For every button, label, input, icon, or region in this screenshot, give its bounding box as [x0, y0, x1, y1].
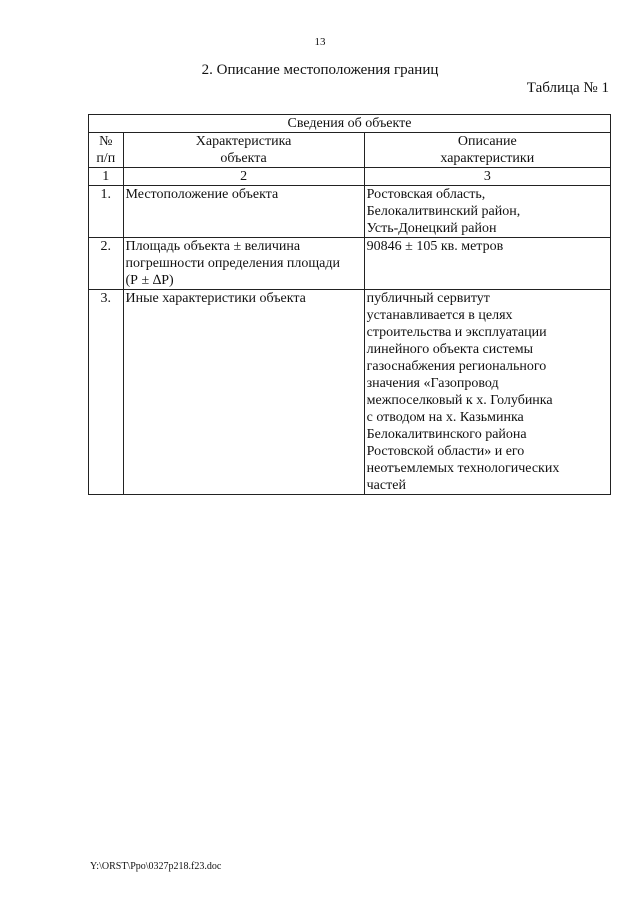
text-line: Ростовская область, [366, 187, 486, 202]
text-line: Площадь объекта ± величина [125, 239, 301, 254]
footer-file-path: Y:\ORST\Ppo\0327p218.f23.doc [90, 861, 222, 872]
text-line: Иные характеристики объекта [125, 291, 306, 306]
text-line: линейного объекта системы [366, 342, 534, 357]
row-description [364, 186, 610, 238]
row-num: 1. [89, 186, 124, 238]
header-characteristic-line: Характеристика [195, 134, 292, 149]
row-num: 2. [89, 238, 124, 290]
object-info-table [88, 114, 611, 495]
text-line: межпоселковый к х. Голубинка [366, 393, 553, 408]
text-line: строительства и эксплуатации [366, 325, 547, 340]
row-description [364, 238, 610, 290]
text-line: частей [366, 478, 406, 493]
row-num: 3. [89, 290, 124, 495]
text-line: газоснабжения регионального [366, 359, 547, 374]
text-line: Усть-Донецкий район [366, 221, 497, 236]
row-characteristic [123, 186, 364, 238]
header-characteristic [123, 133, 364, 168]
text-line: публичный сервитут [366, 291, 490, 306]
table-row [89, 290, 611, 495]
row-characteristic [123, 290, 364, 495]
header-num [89, 133, 124, 168]
header-description [364, 133, 610, 168]
table-row [89, 186, 611, 238]
header-num-line: п/п [96, 151, 116, 166]
text-line: 90846 ± 105 кв. метров [366, 239, 504, 254]
text-line: погрешности определения площади [125, 256, 340, 271]
row-description [364, 290, 610, 495]
table-row [89, 238, 611, 290]
text-line: (Р ± ∆Р) [125, 273, 174, 288]
text-line: неотъемлемых технологических [366, 461, 560, 476]
header-characteristic-line: объекта [220, 151, 267, 166]
header-num-line: № [99, 134, 113, 149]
text-line: Белокалитвинский район, [366, 204, 521, 219]
column-number-3: 3 [364, 168, 610, 186]
page-number: 13 [314, 36, 326, 48]
text-line: значения «Газопровод [366, 376, 499, 391]
text-line: устанавливается в целях [366, 308, 513, 323]
text-line: Белокалитвинского района [366, 427, 527, 442]
text-line: Местоположение объекта [125, 187, 279, 202]
section-title: 2. Описание местоположения границ [201, 62, 439, 78]
table-caption: Таблица № 1 [526, 80, 609, 96]
column-number-1: 1 [89, 168, 124, 186]
column-number-2: 2 [123, 168, 364, 186]
header-description-line: характеристики [440, 151, 535, 166]
text-line: Ростовской области» и его [366, 444, 525, 459]
row-characteristic [123, 238, 364, 290]
text-line: с отводом на х. Казьминка [366, 410, 524, 425]
header-description-line: Описание [457, 134, 517, 149]
table-caption-row: Сведения об объекте [89, 115, 611, 133]
